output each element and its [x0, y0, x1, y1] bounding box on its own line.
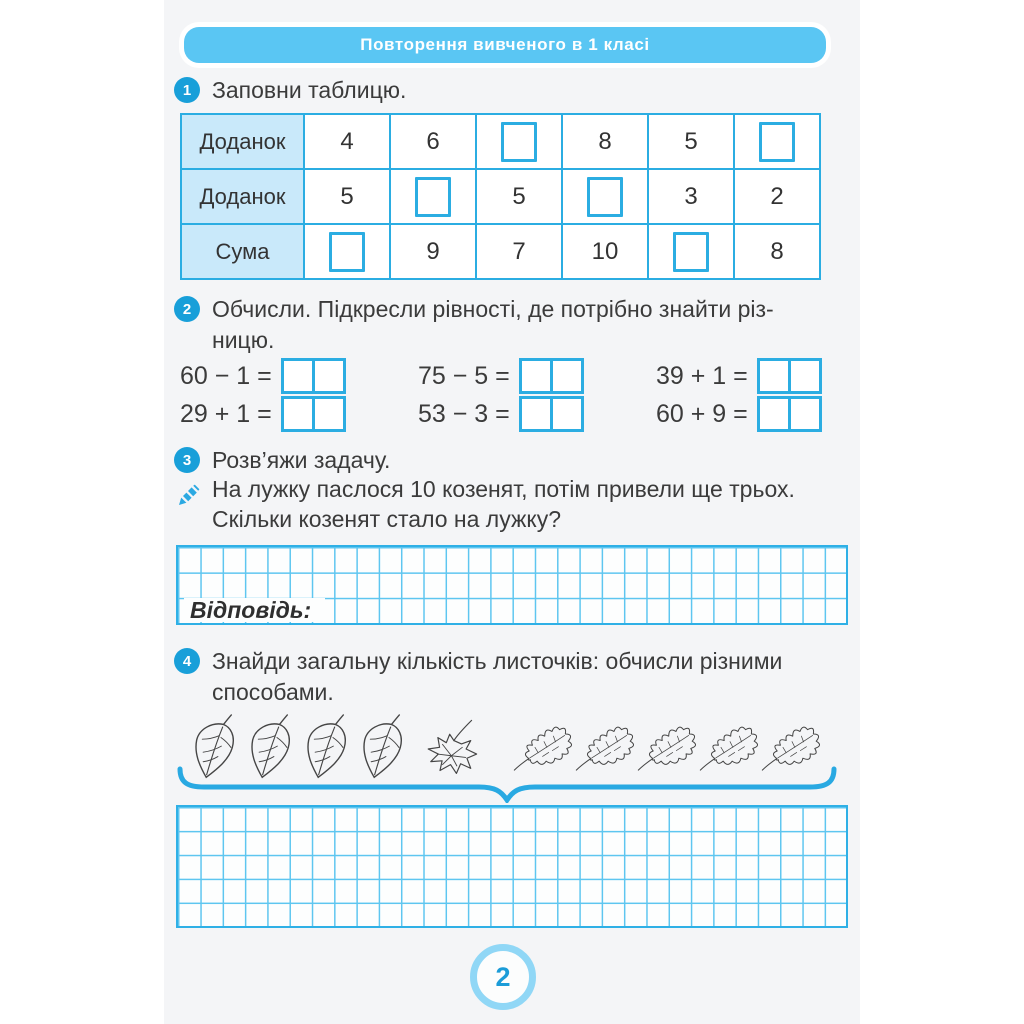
- table-cell: 8: [562, 114, 648, 169]
- task1-heading: [174, 75, 406, 106]
- task2-number-badge: 2: [174, 296, 200, 322]
- solution-grid[interactable]: [176, 805, 848, 928]
- answer-box[interactable]: [501, 122, 537, 162]
- task2-title-line2: ницю.: [212, 327, 275, 353]
- page-number-badge: [470, 944, 536, 1010]
- answer-box[interactable]: [415, 177, 451, 217]
- task4-title-line2: способами.: [212, 679, 334, 705]
- table-cell: 10: [562, 224, 648, 279]
- table-row-label: Доданок: [181, 169, 304, 224]
- equation-text: 29 + 1 =: [180, 399, 272, 428]
- answer-box-pair[interactable]: [757, 358, 822, 394]
- table-cell: 5: [648, 114, 734, 169]
- equation-text: 60 − 1 =: [180, 361, 272, 390]
- task2-title: [212, 294, 774, 356]
- equation-text: 60 + 9 =: [656, 399, 748, 428]
- table-cell: 5: [304, 169, 390, 224]
- table-cell: [734, 114, 820, 169]
- answer-box[interactable]: [587, 177, 623, 217]
- table-row-label: Доданок: [181, 114, 304, 169]
- task1-number-badge: 1: [174, 77, 200, 103]
- table-cell: 4: [304, 114, 390, 169]
- equation: [656, 396, 822, 432]
- equation-text: 53 − 3 =: [418, 399, 510, 428]
- table-cell: [562, 169, 648, 224]
- problem-line2: Скільки козенят стало на лужку?: [212, 506, 561, 532]
- table-cell: [476, 114, 562, 169]
- workbook-page: [164, 0, 860, 1024]
- answer-box[interactable]: [329, 232, 365, 272]
- task3-number-badge: 3: [174, 447, 200, 473]
- table-row: [181, 224, 820, 279]
- table-row: [181, 114, 820, 169]
- equation: [418, 358, 584, 394]
- equation: [180, 396, 346, 432]
- problem-text: [212, 474, 795, 534]
- problem-line1: На лужку паслося 10 козенят, потім привели ще трьох.: [212, 476, 795, 502]
- answer-box[interactable]: [759, 122, 795, 162]
- equation-text: 39 + 1 =: [656, 361, 748, 390]
- task1-title: Заповни таблицю.: [212, 77, 407, 103]
- solution-grid[interactable]: [176, 545, 848, 625]
- table-cell: 2: [734, 169, 820, 224]
- table-cell: [390, 169, 476, 224]
- page-number: 2: [495, 961, 511, 992]
- table-cell: 7: [476, 224, 562, 279]
- table-row-label: Сума: [181, 224, 304, 279]
- task2-heading: [174, 294, 774, 356]
- addends-table: [180, 113, 821, 280]
- answer-label: Відповідь:: [184, 598, 325, 622]
- task2-title-line1: Обчисли. Підкресли рівності, де потрібно знайти різ-: [212, 296, 774, 322]
- task4-number-badge: 4: [174, 648, 200, 674]
- equation: [180, 358, 346, 394]
- pencil-icon: [178, 484, 204, 511]
- task4-title: [212, 646, 782, 708]
- equation: [656, 358, 822, 394]
- task4-title-line1: Знайди загальну кількість листочків: обчисли різними: [212, 648, 783, 674]
- table-row: [181, 169, 820, 224]
- answer-box-pair[interactable]: [281, 396, 346, 432]
- brace-icon: [176, 763, 838, 803]
- task3-heading: [174, 445, 390, 476]
- answer-box-pair[interactable]: [519, 358, 584, 394]
- table-cell: 9: [390, 224, 476, 279]
- task4-heading: [174, 646, 782, 708]
- answer-box-pair[interactable]: [281, 358, 346, 394]
- table-cell: 3: [648, 169, 734, 224]
- task3-title: Розв’яжи задачу.: [212, 447, 391, 473]
- page-header-title: Повторення вивченого в 1 класі: [360, 35, 650, 54]
- page-header-banner: [184, 27, 826, 63]
- table-cell: 8: [734, 224, 820, 279]
- equation-text: 75 − 5 =: [418, 361, 510, 390]
- table-cell: 5: [476, 169, 562, 224]
- answer-box[interactable]: [673, 232, 709, 272]
- equations-block: [176, 358, 848, 434]
- table-cell: [648, 224, 734, 279]
- table-cell: [304, 224, 390, 279]
- answer-box-pair[interactable]: [519, 396, 584, 432]
- equation: [418, 396, 584, 432]
- table-cell: 6: [390, 114, 476, 169]
- answer-box-pair[interactable]: [757, 396, 822, 432]
